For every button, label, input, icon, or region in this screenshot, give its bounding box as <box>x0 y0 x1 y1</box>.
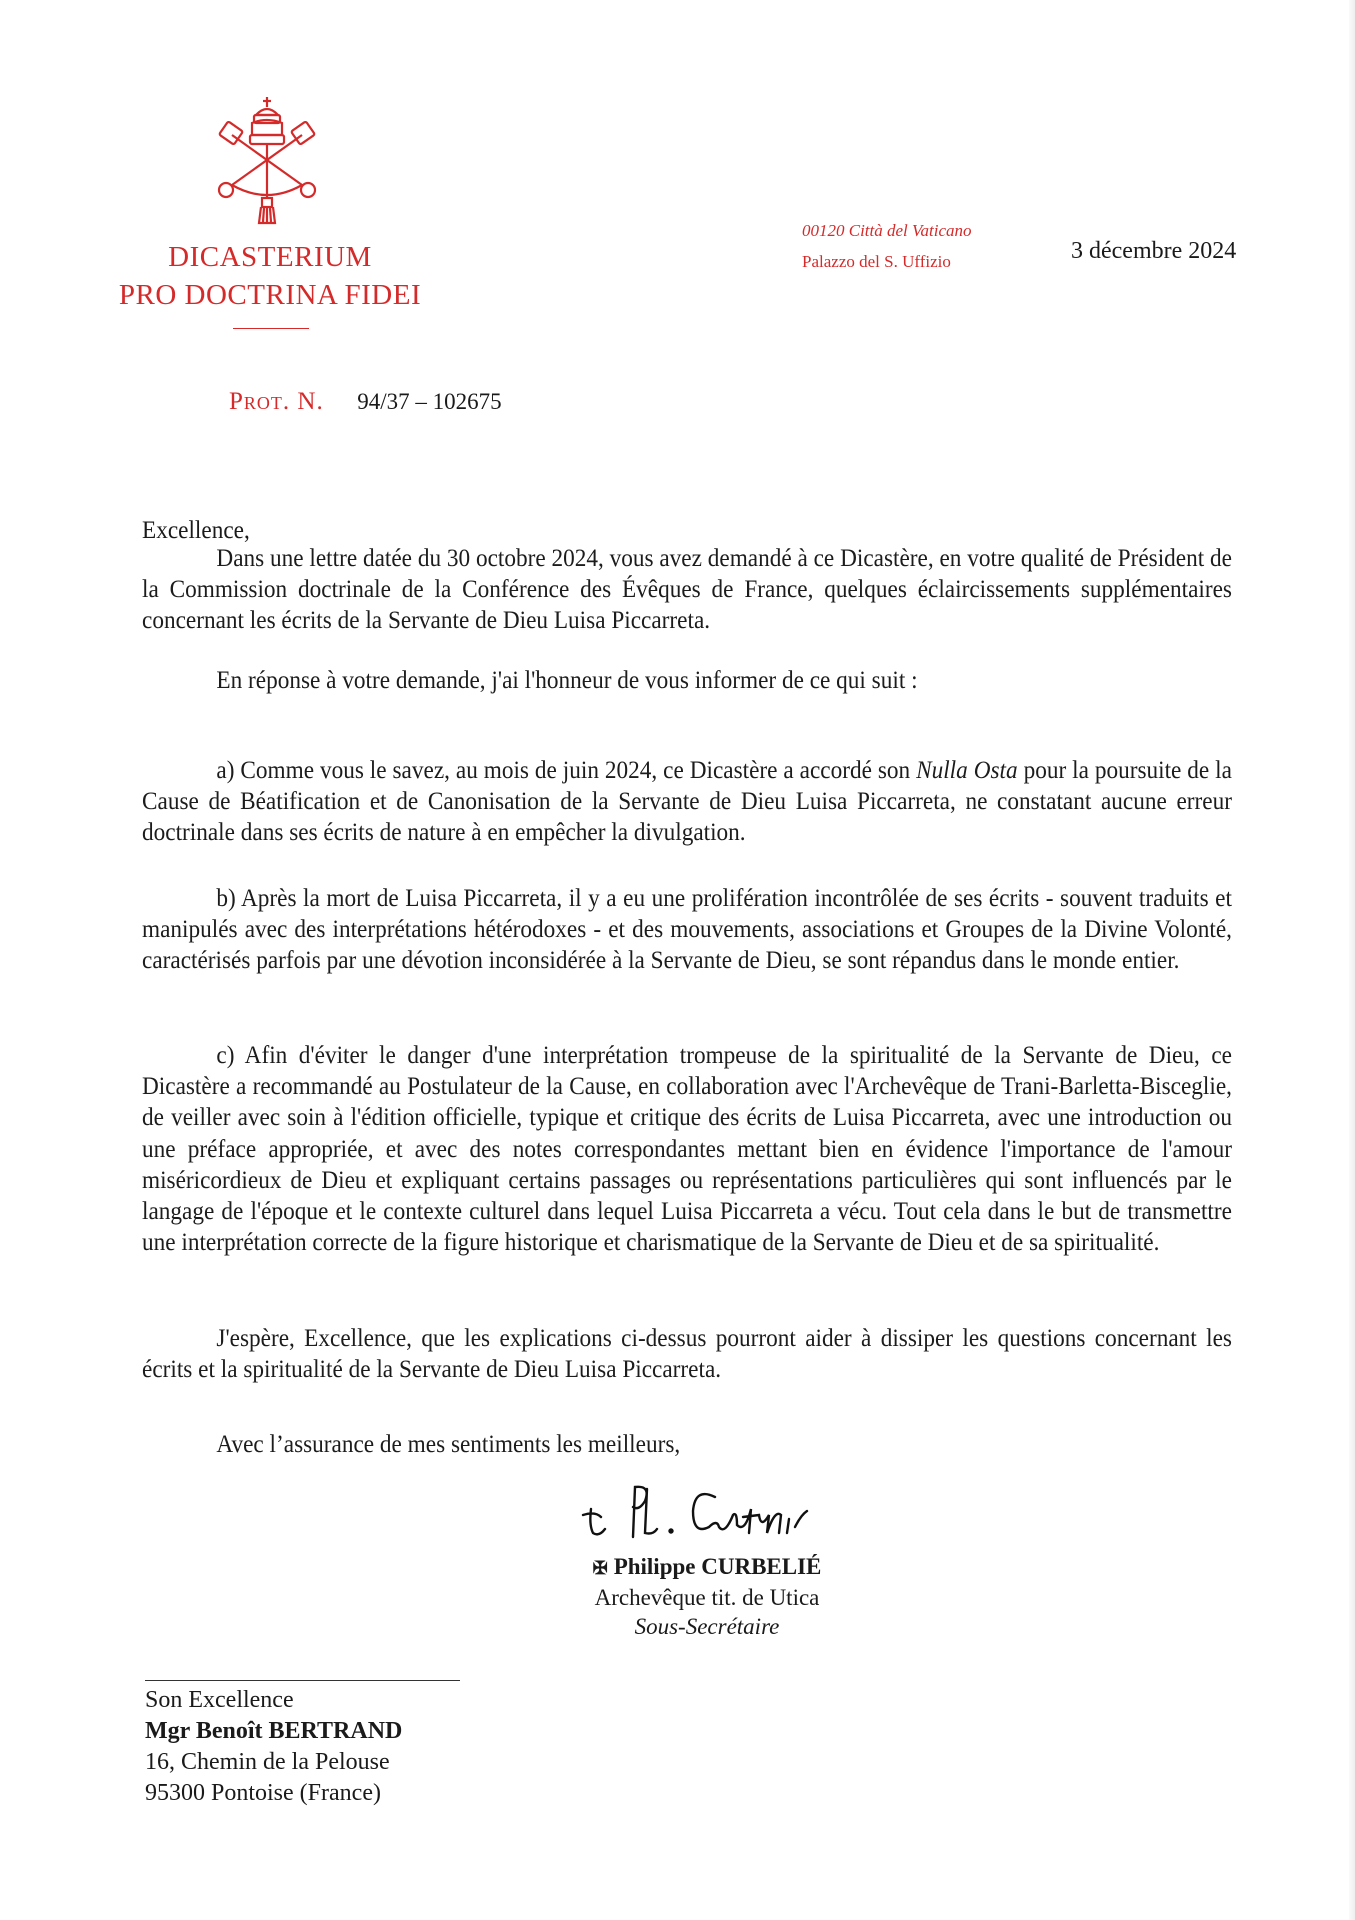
paragraph-a-prefix: a) Comme vous le savez, au mois de juin 2024, ce Dicastère a accordé son <box>216 757 917 784</box>
recipient-name: Mgr Benoît BERTRAND <box>145 1718 403 1744</box>
organization-name <box>90 238 450 314</box>
paragraph-response: En réponse à votre demande, j'ai l'honneur de vous informer de ce qui suit : <box>216 667 918 694</box>
paragraph-c: c) Afin d'éviter le danger d'une interprétation trompeuse de la spiritualité de la Servante de Dieu, ce Dicastère a recommandé au Postulateur de la Cause, en collaboration avec l'Archevêque de Trani-Barletta-Bisceglie, de veiller avec soin à l'édition officielle, typique et critique des écrits de Luisa Piccarreta, avec une introduction ou une préface appropriée, et avec des notes correspondantes mettant bien en évidence l'importance de l'amour miséricordieux de Dieu et expliquant certains passages ou représentations particulières qui sont influencés par le langage de l'époque et le contexte culturel dans lequel Luisa Piccarreta a vécu. Tout cela dans le but de transmettre une interprétation correcte de la figure historique et charismatique de la Servante de Dieu et de sa spiritualité. <box>142 1042 1232 1257</box>
page-edge-shadow <box>1349 0 1355 1920</box>
protocol-value: 94/37 – 102675 <box>357 389 502 414</box>
recipient-divider <box>145 1680 460 1681</box>
maltese-cross-icon: ✠ <box>592 1558 608 1578</box>
letter-date: 3 décembre 2024 <box>1071 238 1237 264</box>
signer-name-line <box>557 1552 857 1583</box>
protocol-label: Prot. N. <box>229 388 324 415</box>
sender-address <box>802 220 972 273</box>
paragraph-closing: Avec l’assurance de mes sentiments les meilleurs, <box>216 1431 681 1458</box>
paragraph-b: b) Après la mort de Luisa Piccarreta, il y a eu une prolifération incontrôlée de ses écrits - souvent traduits et manipulés avec des interprétations hétérodoxes - et des mouvements, associations et Groupes de la Divine Volonté, caractérisés parfois par une dévotion inconsidérée à la Servante de Dieu, se sont répandus dans le monde entier. <box>142 885 1232 975</box>
address-line-1: 00120 Città del Vaticano <box>802 221 972 240</box>
paragraph-a-italic: Nulla Osta <box>916 757 1018 784</box>
paragraph-intro: Dans une lettre datée du 30 octobre 2024, vous avez demandé à ce Dicastère, en votre qualité de Président de la Commission doctrinale de la Conférence des Évêques de France, quelques éclaircissements supplémentaires concernant les écrits de la Servante de Dieu Luisa Piccarreta. <box>142 545 1232 635</box>
paragraph-a-rest: pour la poursuite de la Cause de Béatification et de Canonisation de la Servante de Dieu Luisa Piccarreta, ne constatant aucune erreur doctrinale dans ses écrits de nature à en empêcher la divulgation. <box>142 757 1232 847</box>
paragraph-hope: J'espère, Excellence, que les explications ci-dessus pourront aider à dissiper les questions concernant les écrits et la spiritualité de la Servante de Dieu Luisa Piccarreta. <box>142 1325 1232 1384</box>
recipient-city: 95300 Pontoise (France) <box>145 1780 381 1806</box>
recipient-address <box>145 1685 402 1809</box>
protocol-number <box>229 388 502 416</box>
recipient-street: 16, Chemin de la Pelouse <box>145 1749 390 1775</box>
org-line-1: DICASTERIUM <box>168 241 372 273</box>
handwritten-signature <box>575 1475 875 1545</box>
salutation: Excellence, <box>142 517 250 544</box>
papal-seal-icon <box>212 95 322 225</box>
org-divider <box>233 328 309 329</box>
address-line-2: Palazzo del S. Uffizio <box>802 252 951 271</box>
signer-block <box>557 1552 857 1641</box>
paragraph-a <box>142 755 1232 849</box>
signer-role: Sous-Secrétaire <box>634 1614 780 1639</box>
org-line-2: PRO DOCTRINA FIDEI <box>118 279 422 311</box>
recipient-honorific: Son Excellence <box>145 1687 294 1713</box>
signer-name: Philippe CURBELIÉ <box>613 1554 822 1579</box>
signer-title: Archevêque tit. de Utica <box>594 1585 820 1610</box>
